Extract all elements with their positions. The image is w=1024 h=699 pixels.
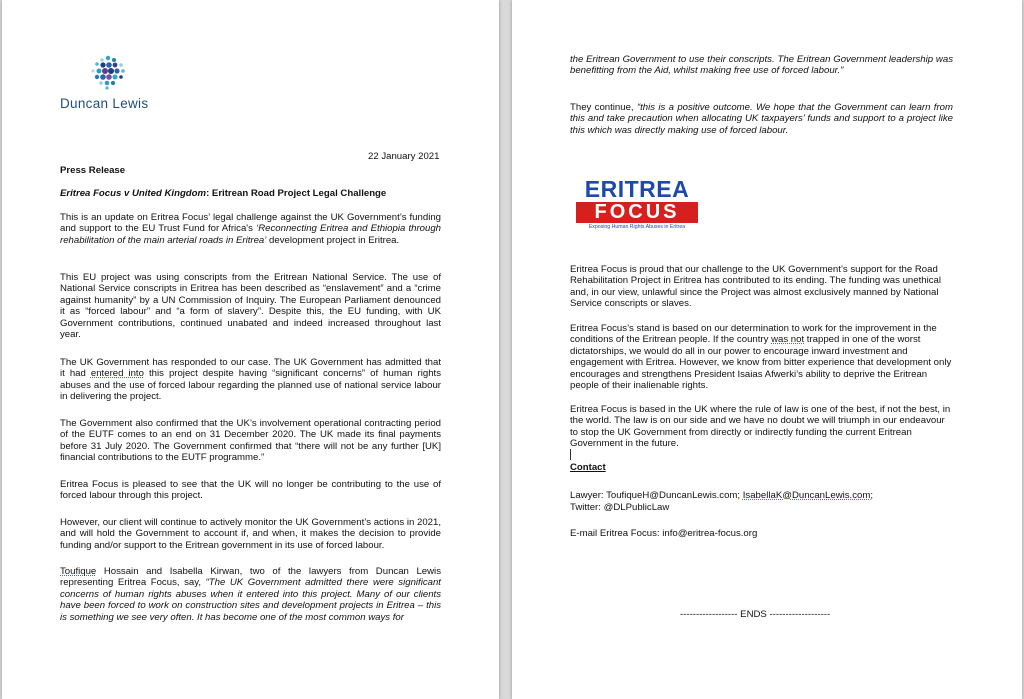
lawyer-email-2[interactable]: IsabellaK@DuncanLewis.com; xyxy=(742,490,874,501)
ends-marker: ------------------ ENDS ------------------- xyxy=(680,609,831,620)
logo-top-text: ERITREA xyxy=(584,176,690,202)
ef2-text-c: trapped in one of the worst dictatorships, we would do all in our power to encourage inward investment and engagement with Eritrea. However, we know from bitter experience that development only encourages and strengthens President Isaias Afwerki’s ability to deprive the Eritrean people of their inalienable rights. xyxy=(570,334,952,392)
email-eritrea-focus: E-mail Eritrea Focus: info@eritrea-focus.org xyxy=(570,528,758,539)
paragraph-2: This EU project was using conscripts from the Eritrean National Service. The use of National Service conscripts in Eritrea has been described as “enslavement” and a “crime against humanity” by a UN Commission of Inquiry. The European Parliament denounced it as “forced labour” and “a form of slavery”. Despite this, the EU funding, with UK Government contributions, continued unabated and indeed increased throughout last year. xyxy=(60,272,441,341)
para1-text-a: This is an update on Eritrea Focus’ legal challenge against the UK Government’s funding and support to the EU Trust Fund for Africa's xyxy=(60,212,441,235)
brand-name: Duncan Lewis xyxy=(60,96,149,111)
title-italic: Eritrea Focus v United Kingdom xyxy=(60,188,207,199)
continue-text-a: They continue, xyxy=(570,102,637,113)
paragraph-continue xyxy=(570,102,953,136)
para7-text-b: Hossain and Isabella Kirwan, two of the lawyers from Duncan Lewis representing Eritrea Focus, say, xyxy=(60,566,441,589)
title-rest: : Eritrean Road Project Legal Challenge xyxy=(206,188,387,199)
para3-text-a: The UK Government has responded to our case. The UK Government has admitted that it had xyxy=(60,357,441,380)
ef2-text-b: was not xyxy=(771,334,805,346)
ef2-text-a: Eritrea Focus’s stand is based on our determination to work for the improvement in the conditions of the Eritrean people. If the country xyxy=(570,323,937,346)
paragraph-4: The Government also confirmed that the UK’s involvement operational contracting period of the EUTF comes to an end on 31 December 2020. The UK made its final payments before 31 July 2020. The Government confirmed that “there will not be any further [UK] financial contributions to the EUTF programme.” xyxy=(60,418,441,464)
eritrea-focus-logo xyxy=(576,178,698,233)
release-date: 22 January 2021 xyxy=(368,151,440,162)
twitter-contact: Twitter: @DLPublicLaw xyxy=(570,502,670,513)
duncan-lewis-logo xyxy=(88,55,128,91)
paragraph-7 xyxy=(60,566,441,623)
logo-tagline: Exposing Human Rights Abuses in Eritrea xyxy=(588,224,686,230)
logo-bottom-text: FOCUS xyxy=(576,202,698,223)
para3-text-b: entered into xyxy=(90,368,144,380)
paragraph-ef-3: Eritrea Focus is based in the UK where the rule of law is one of the best, if not the best, in the world. The law is on our side and we have no doubt we will triumph in our endeavour to stop the UK Government from directly or indirectly funding the current Eritrean Government in the future. xyxy=(570,404,951,450)
para7-text-c: “The UK Government admitted there were significant concerns of human rights abuses when it entered into this project. Many of our clients have been forced to work on construction sites and development projects in Eritrea – this is something we see very often. It has become one of the most common ways for xyxy=(60,577,441,623)
text-cursor xyxy=(570,449,571,460)
paragraph-3 xyxy=(60,357,441,403)
press-release-heading: Press Release xyxy=(60,165,126,176)
quote-cont-text: the Eritrean Government to use their conscripts. The Eritrean Government leadership was benefitting from the Aid, whilst making free use of forced labour.” xyxy=(570,54,953,77)
paragraph-6: However, our client will continue to actively monitor the UK Government’s actions in 2021, and will hold the Government to account if, and when, it makes the decision to provide funding and/or support to the Eritrean government in its use of forced labour. xyxy=(60,517,441,551)
para7-text-a: Toufique xyxy=(60,566,97,577)
document-title xyxy=(60,188,386,199)
para3-text-c: this project despite having “significant concerns” of human rights abuses and the use of forced labour regarding the planned use of national service labour in delivering the project. xyxy=(60,368,441,403)
para1-text-b: ‘Reconnecting Eritrea and Ethiopia through rehabilitation of the main arterial roads in Eritrea’ xyxy=(60,223,441,246)
paragraph-5: Eritrea Focus is pleased to see that the UK will no longer be contributing to the use of forced labour through this project. xyxy=(60,479,441,502)
paragraph-1 xyxy=(60,212,441,246)
paragraph-ef-1: Eritrea Focus is proud that our challenge to the UK Government’s support for the Road Rehabilitation Project in Eritrea has contributed to its ending. The funding was unethical and, in our view, unlawful since the Project was almost exclusively manned by National Service conscripts or slaves. xyxy=(570,264,942,310)
lawyer-label: Lawyer: ToufiqueH@DuncanLewis.com; xyxy=(570,490,743,501)
para1-text-c: development project in Eritrea. xyxy=(266,234,400,246)
paragraph-ef-2 xyxy=(570,323,953,391)
lawyer-contact xyxy=(570,490,873,501)
quote-continuation xyxy=(570,54,953,77)
contact-heading: Contact xyxy=(570,462,606,473)
continue-text-b: “this is a positive outcome. We hope that the Government can learn from this and take precaution when allocating UK taxpayers’ funds and support to a project like this which was directly making use of forced labour. xyxy=(570,102,953,136)
